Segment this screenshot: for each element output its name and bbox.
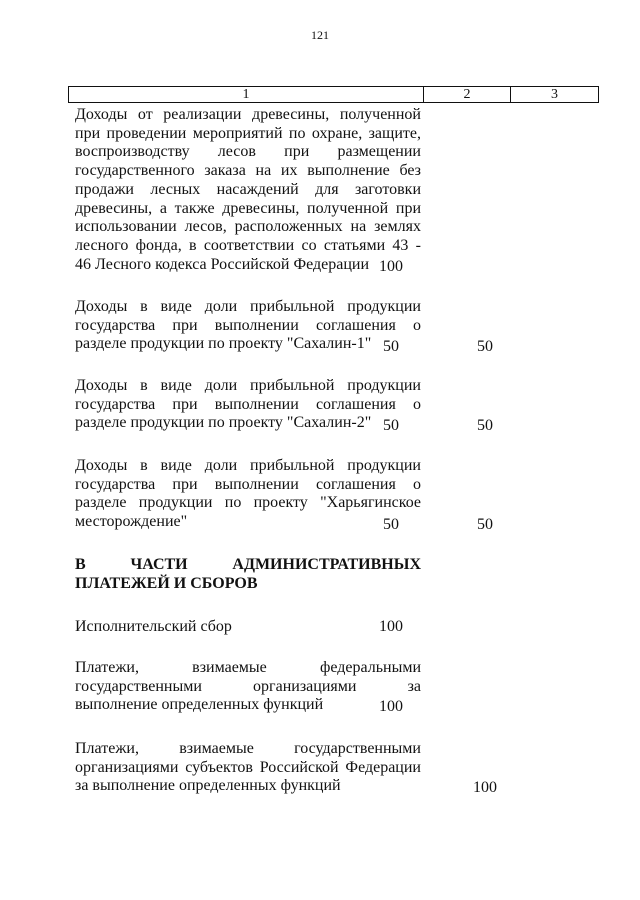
text-line: государства при выполнении соглашения о (75, 316, 421, 334)
text-line: государственными организациями за (75, 677, 421, 695)
text-line: государства при выполнении соглашения о (75, 475, 421, 493)
text-line: разделе продукции по проекту "Харьягинское (75, 494, 421, 512)
table-row-kharyaga (75, 457, 600, 532)
table-row-enforcement-fee (75, 618, 600, 637)
row-value-col2: 50 (383, 417, 399, 434)
text-line: 46 Лесного кодекса Российской Федерации (75, 255, 369, 273)
row-value-col2: 50 (383, 516, 399, 533)
column-header-2: 2 (424, 87, 511, 102)
text-line: за выполнение определенных функций (75, 777, 341, 795)
text-line: при проведении мероприятий по охране, защите, (75, 124, 421, 142)
section-heading-administrative-payments (75, 556, 600, 593)
text-line: использовании лесов, расположенных на землях (75, 218, 421, 236)
text-line: продажи лесных насаждений для заготовки (75, 180, 421, 198)
text-line: В ЧАСТИ АДМИНИСТРАТИВНЫХ (75, 556, 421, 573)
column-header-1: 1 (69, 87, 424, 102)
row-value-col3: 50 (477, 516, 493, 533)
text-line: ПЛАТЕЖЕЙ И СБОРОВ (75, 574, 258, 592)
row-value-col2: 100 (379, 258, 403, 275)
text-line: Доходы в виде доли прибыльной продукции (75, 457, 421, 474)
text-line: разделе продукции по проекту "Сахалин-1" (75, 335, 372, 353)
table-row-federal-org-payments (75, 659, 600, 715)
table-row-timber-income (75, 106, 600, 274)
text-line: Доходы от реализации древесины, полученной (75, 106, 421, 123)
text-line: Платежи, взимаемые федеральными (75, 659, 421, 676)
table-row-sakhalin-1 (75, 298, 600, 354)
text-line: месторождение" (75, 513, 188, 531)
table-header (68, 86, 599, 103)
text-line: Доходы в виде доли прибыльной продукции (75, 298, 421, 315)
row-value-col3: 100 (473, 779, 497, 796)
text-line: разделе продукции по проекту "Сахалин-2" (75, 414, 372, 432)
row-value-col2: 100 (379, 698, 403, 715)
row-description (75, 556, 421, 593)
text-line: Доходы в виде доли прибыльной продукции (75, 377, 421, 394)
table-row-sakhalin-2 (75, 377, 600, 433)
text-line: Платежи, взимаемые государственными (75, 740, 421, 757)
row-value-col2: 50 (383, 338, 399, 355)
row-description (75, 740, 421, 796)
text-line: Исполнительский сбор (75, 618, 232, 635)
row-description (75, 106, 421, 274)
text-line: лесного фонда, в соответствии со статьями 43 - (75, 236, 421, 254)
text-line: выполнение определенных функций (75, 696, 324, 714)
row-value-col3: 50 (477, 338, 493, 355)
text-line: государства при выполнении соглашения о (75, 395, 421, 413)
text-line: организациями субъектов Российской Федерации (75, 758, 421, 776)
text-line: воспроизводству лесов при размещении (75, 143, 421, 161)
column-header-3: 3 (551, 87, 558, 102)
page-number: 121 (311, 28, 329, 42)
row-value-col3: 50 (477, 417, 493, 434)
table-row-regional-org-payments (75, 740, 600, 796)
text-line: государственного заказа на их выполнение без (75, 162, 421, 180)
row-value-col2: 100 (379, 618, 403, 635)
text-line: древесины, а также древесины, полученной при (75, 199, 421, 217)
